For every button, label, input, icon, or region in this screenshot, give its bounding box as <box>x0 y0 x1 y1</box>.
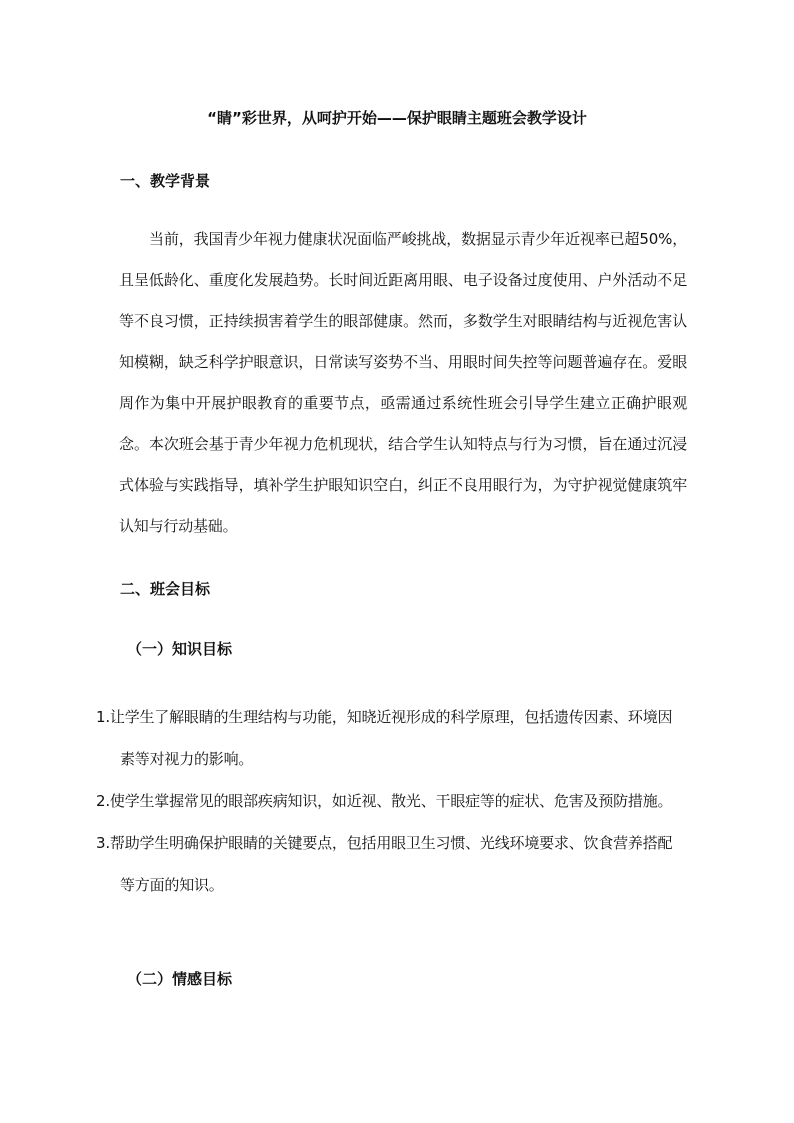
list-item: 3.帮助学生明确保护眼睛的关键要点，包括用眼卫生习惯、光线环境要求、饮食营养搭配等方面的知识。 <box>96 834 673 894</box>
list-item: 2.使学生掌握常见的眼部疾病知识，如近视、散光、干眼症等的症状、危害及预防措施。 <box>96 792 673 810</box>
list-item: 1.让学生了解眼睛的生理结构与功能，知晓近视形成的科学原理，包括遗传因素、环境因素等对视力的影响。 <box>96 708 673 768</box>
document-title: “睛”彩世界，从呵护开始——保护眼睛主题班会教学设计 <box>207 109 587 127</box>
knowledge-goals-list <box>96 696 686 906</box>
section-heading-goals: 二、班会目标 <box>120 580 211 598</box>
section-heading-background: 一、教学背景 <box>120 172 211 190</box>
subsection-heading-knowledge: （一）知识目标 <box>127 640 233 658</box>
background-paragraph: 当前，我国青少年视力健康状况面临严峻挑战，数据显示青少年近视率已超50%，且呈低龄化、重度化发展趋势。长时间近距离用眼、电子设备过度使用、户外活动不足等不良习惯，正持续损害着学生的眼部健康。然而，多数学生对眼睛结构与近视危害认知模糊，缺乏科学护眼意识，日常读写姿势不当、用眼时间失控等问题普遍存在。爱眼周作为集中开展护眼教育的重要节点，亟需通过系统性班会引导学生建立正确护眼观念。本次班会基于青少年视力危机现状，结合学生认知特点与行为习惯，旨在通过沉浸式体验与实践指导，填补学生护眼知识空白，纠正不良用眼行为，为守护视觉健康筑牢认知与行动基础。 <box>119 230 687 535</box>
subsection-heading-emotion: （二）情感目标 <box>127 970 233 988</box>
